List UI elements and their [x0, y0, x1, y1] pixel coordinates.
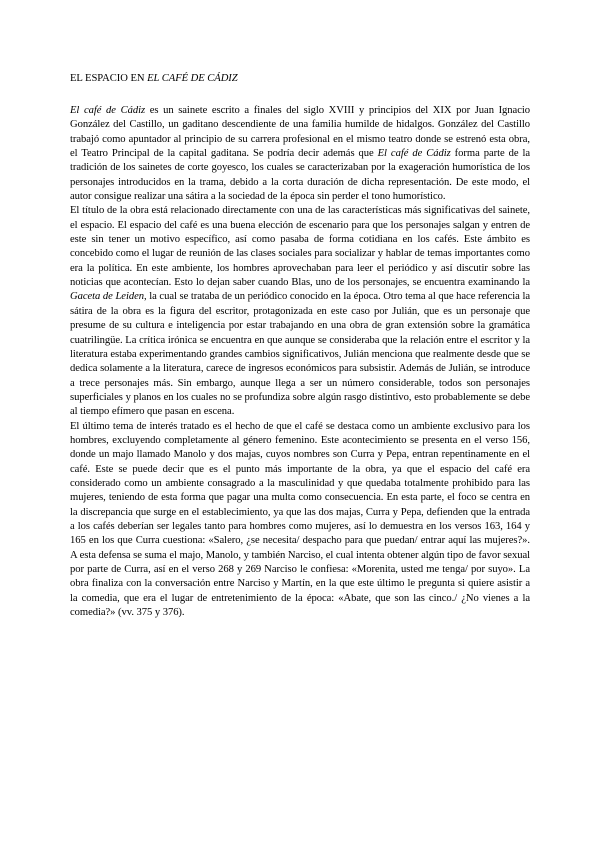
- paragraph-text: El título de la obra está relacionado directamente con una de las características más significativas del sainete, el espacio. El espacio del café es una buena elección de escenario para que los personajes salgan y entren de este sin tener un motivo específico, así como pasaba de forma cotidiana en los cafés. Este ámbito es concebido como el lugar de reunión de las clases sociales para socializar y hablar de temas importantes como era la política. En este ambiente, los hombres aprovechaban para leer el periódico y así discutir sobre las noticias que acontecían. Esto lo dejan saber cuando Blas, uno de los personajes, se encuentra examinando la: [70, 205, 530, 289]
- paragraph-text: forma parte de la tradición de los sainetes de corte goyesco, los cuales se caracterizaban por la exageración humorística de los personajes introducidos en la trama, debido a la corta duración de dicha representación. De este modo, el autor consigue realizar una sátira a la sociedad de la época sin perder el tono humorístico.: [70, 148, 531, 203]
- document-body: [70, 104, 530, 620]
- title-italic: EL CAFÉ DE CÁDIZ: [147, 73, 238, 84]
- work-title: El café de Cádiz: [70, 105, 146, 116]
- page-title: [70, 72, 530, 86]
- paragraph-text: es un sainete escrito a finales del siglo XVIII y principios del XIX por Juan Ignacio González del Castillo, un gaditano descendiente de una familia humilde de hidalgos. González del Castillo trabajó como apuntador al principio de su carrera profesional en el mismo teatro donde se estrenó esta obra, el Teatro Principal de la capital gaditana. Se podría decir además que: [70, 105, 530, 160]
- paragraph-text: , la cual se trataba de un periódico conocido en la época. Otro tema al que hace referencia la sátira de la obra es la figura del escritor, protagonizada en este caso por Julián, que es un personaje que presume de su cultura e inteligencia por estar trabajando en una obra de gran extensión sobre la gramática cuatrilingüe. La crítica irónica se encuentra en que aunque se consideraba que la relación entre el escritor y la literatura estaba experimentando grandes cambios significativos, Julián menciona que realmente desde que se dedica solamente a la literatura, carece de ingresos económicos para subsistir. Además de Julián, se introduce a trece personajes más. Sin embargo, aunque llega a ser un número considerable, todos son personajes superficiales y planos en los cuales no se profundiza sobre algún rasgo distintivo, esto probablemente se debe al tiempo efímero que pasan en escena.: [70, 291, 530, 418]
- newspaper-title: Gaceta de Leiden: [70, 291, 144, 303]
- paragraph-text: El último tema de interés tratado es el hecho de que el café se destaca como un ambiente exclusivo para los hombres, excluyendo completamente al género femenino. Este acontecimiento se presenta en el verso 156, donde un majo llamado Manolo y dos majas, cuyos nombres son Curra y Pepa, entran repentinamente en el café. Este se puede decir que es el punto más importante de la obra, ya que el espacio del café era considerado como un ambiente consagrado a la masculinidad y que quedaba totalmente prohibido para las mujeres, teniendo de esta forma que pagar una multa como consecuencia. En esta parte, el foco se centra en la discrepancia que surge en el establecimiento, ya que las dos majas, Curra y Pepa, defienden que la entrada a los cafés deberían ser legales tanto para hombres como mujeres, así lo demuestra en los versos 163, 164 y 165 en los que Curra cuestiona: «Salero, ¿se necesita/ despacho para que puedan/ entrar aquí las mujeres?». A esta defensa se suma el majo, Manolo, y también Narciso, el cual intenta obtener algún tipo de favor sexual por parte de Curra, así en el verso 268 y 269 Narciso le confiesa: «Morenita, usted me tenga/ por suyo». La obra finaliza con la conversación entre Narciso y Martín, en la que este último le pregunta si quiere asistir a la comedia, que era el lugar de entretenimiento de la época: «Abate, que son las cinco./ ¿No vienes a la comedia?» (vv. 375 y 376).: [70, 420, 530, 619]
- title-prefix: EL ESPACIO EN: [70, 73, 148, 84]
- paragraph-2: [70, 204, 530, 419]
- paragraph-3: [70, 420, 530, 621]
- work-title: El café de Cádiz: [377, 148, 451, 160]
- paragraph-1: [70, 104, 530, 204]
